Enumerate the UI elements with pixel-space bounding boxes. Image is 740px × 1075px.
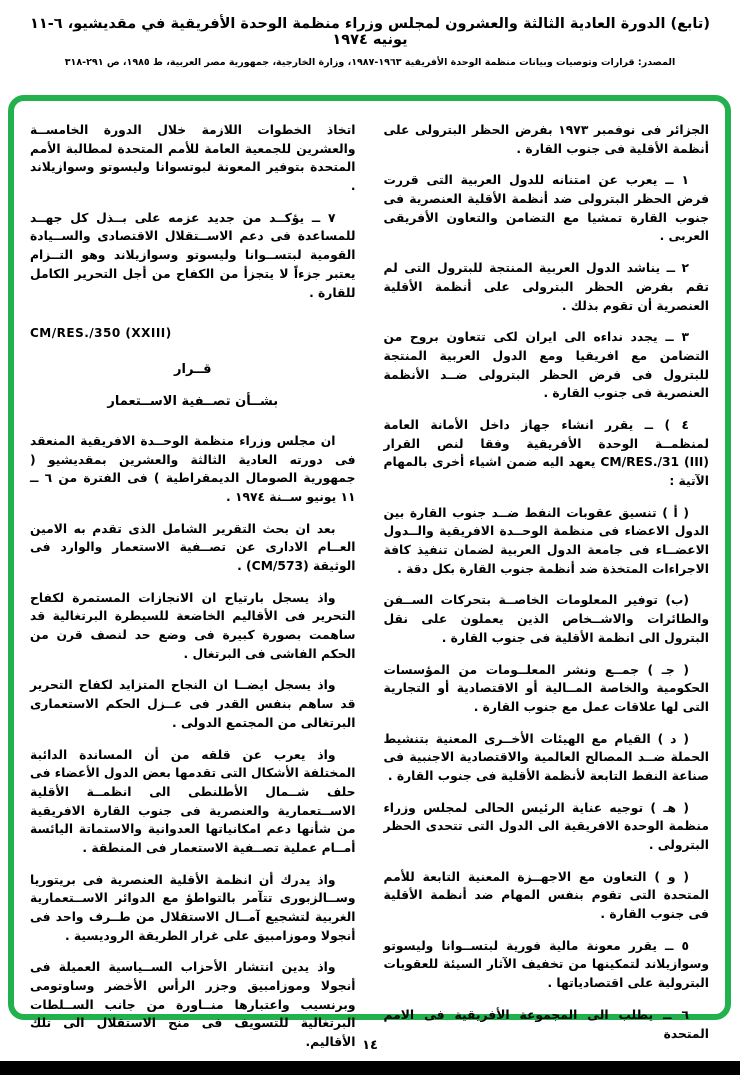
text-block: بعد ان بحث التقرير الشامل الذى تقدم به الامين العــام الادارى عن تصــفية الاستعمار والوارد فى الوثيقة ‎(CM/573)‎ . bbox=[30, 521, 356, 574]
text-block: واذ يعرب عن قلقه من أن المساندة الدائبة المختلفة الأشكال التى تقدمها بعض الدول الأعضاء فى حلف شــمال الأطلنطى الى انظمــة الأقلية الاســتعمارية والعنصرية فى جنوب القارة الافريقية من شأنها دعم امكانياتها العدوانية والاستماتة اليائسة أمــام عملية تصــفية الاستعمار فى المنطقة . bbox=[30, 747, 356, 855]
text-block: ٤ ) ــ يقرر انشاء جهاز داخل الأمانة العامة لمنظمــة الوحدة الأفريقية وفقا لنص القرار ‎CM/RES./31 (III)‎ يعهد اليه ضمن اشياء أخرى بالمهام الآتية : bbox=[383, 417, 709, 488]
column-right bbox=[383, 121, 710, 1041]
text-block: ( د ) القيام مع الهيئات الأخــرى المعنية بتنشيط الحملة ضــد المصالح العالمية والاقتصادية الاجنبية فى صناعة النفط التابعة لأنظمة الأقلية فى جنوب القارة . bbox=[383, 731, 709, 783]
text-block: واذ يدرك أن انظمة الأقلية العنصرية فى بريتوريا وســالزبورى تتآمر بالتواطؤ مع الدوائر الاســتعمارية الغربية لتشجيع آمــال الاستقلال من طــرف واحد فى أنجولا وموزامبيق على غرار الطريقة الروديسية . bbox=[30, 872, 356, 943]
scan-artifact-bar bbox=[0, 1061, 740, 1075]
text-block: ٣ ــ يجدد نداءه الى ايران لكى تتعاون بروح من التضامن مع افريقيا ومع الدول العربية المنتجة للبترول فى فرض الحظر البترولى ضــد الأنظمة العنصرية فى جنوب القارة . bbox=[383, 330, 709, 401]
text-block: بشــأن تصــفية الاســتعمار bbox=[107, 394, 279, 410]
text-block: الجزائر فى نوفمبر ١٩٧٣ بفرض الحظر البترولى على أنظمة الأقلية فى جنوب القارة . bbox=[383, 123, 709, 156]
text-block: واذ يدين انتشار الأحزاب الســياسية العميلة فى أنجولا وموزامبيق وجزر الرأس الأخضر وساوتومى وبرنسيب واعتبارها منــاورة من جانب الســلطات البرتغالية للتسويف فى منح الاستقلال الى تلك الأقاليم. bbox=[30, 960, 356, 1050]
text-block: ( و ) التعاون مع الاجهــزة المعنية التابعة للأمم المتحدة التى تقوم بنفس المهام ضد أنظمة الأقلية فى جنوب القارة . bbox=[383, 869, 709, 922]
text-block: ١ ــ يعرب عن امتنانه للدول العربية التى قررت فرض الحظر البترولى ضد أنظمة الأقلية العنصرية فى جنوب القارة تمشيا مع التضامن والتعاون الأفريقى العربى . bbox=[383, 173, 709, 244]
source-citation: المصدر: قرارات وتوصيات وبيانات منظمة الوحدة الأفريقية ١٩٦٣-١٩٨٧، وزارة الخارجية، جمهورية مصر العربية، ط ١٩٨٥، ص ٢٩١-٣١٨ bbox=[64, 57, 676, 68]
text-block: واذ يسجل ايضــا ان النجاح المتزايد لكفاح التحرير قد ساهم بنفس القدر فى عــزل الحكم الاستعمارى البرتغالى من المجتمع الدولى . bbox=[30, 678, 356, 730]
text-block: قــرار bbox=[174, 362, 212, 378]
text-block: ان مجلس وزراء منظمة الوحــدة الافريقية المنعقد فى دورته العادية الثالثة والعشرين بمقديشيو ( جمهورية الصومال الديمقراطية ) فى الفترة من ٦ ــ ١١ يونيو ســنة ١٩٧٤ . bbox=[30, 433, 356, 504]
text-block: واذ يسجل بارتياح ان الانجازات المستمرة لكفاح التحرير فى الأقاليم الخاضعة للسيطرة البرتغالية قد ساهمت بصورة كبيرة فى وضع حد لنصف قرن من الحكم الفاشى فى البرتغال . bbox=[30, 590, 356, 661]
page-header bbox=[0, 16, 740, 68]
text-block: ( أ ) تنسيق عقوبات النفط ضــد جنوب القارة بين الدول الاعضاء فى منظمة الوحــدة الافريقية والــدول الاعضــاء فى جامعة الدول العربية لضمان تنفيذ كافة الاجراءات المتخذة ضد أنظمة جنوب القارة بكل دقة . bbox=[383, 505, 709, 576]
text-block: ٢ ــ يناشد الدول العربية المنتجة للبترول التى لم تقم بفرض الحظر البترولى على أنظمة الأقلية العنصرية أن تقوم بذلك . bbox=[383, 261, 709, 313]
text-block: ( جـ ) جمــع ونشر المعلــومات من المؤسسات الحكومية والخاصة المــالية أو الاقتصادية أو التجارية التى لها علاقات عمل مع جنوب القارة . bbox=[383, 662, 709, 714]
text-block: (ب) توفير المعلومات الخاصــة بتحركات الســفن والطائرات والاشــخاص الذين يعملون على نقل البترول الى انظمة الأقلية فى جنوب القارة . bbox=[383, 593, 709, 645]
column-left bbox=[30, 121, 356, 1050]
page-number: ١٤ bbox=[362, 1038, 378, 1053]
text-block: اتخاذ الخطوات اللازمة خلال الدورة الخامســة والعشرين للجمعية العامة للأمم المتحدة لمطالبة الأمم المتحدة بتوفير المعونة لبوتسوانا وليسوتو وسوازيلاند . bbox=[30, 123, 356, 194]
text-block: ٥ ــ يقرر معونة مالية فورية لبتســوانا وليسوتو وسوازيلاند لتمكينها من تخفيف الآثار السيئة للعقوبات البترولية على اقتصادياتها . bbox=[383, 938, 709, 991]
text-block: ٦ ــ يطلب الى المجموعة الأفريقية فى الامم المتحدة bbox=[383, 1007, 709, 1041]
text-block: ( هـ ) توجيه عناية الرئيس الحالى لمجلس وزراء منظمة الوحدة الافريقية الى الدول التى تتحدى الحظر البترولى . bbox=[383, 800, 709, 852]
text-block: ٧ ــ يؤكــد من جديد عزمه على بــذل كل جهــد للمساعدة فى دعم الاســتقلال الاقتصادى والســيادة القومية لبتســوانا وليسوتو وسوازيلاند وهو التــزام يعتبر جزءاً لا يتجزأ من الكفاح من أجل التحرير الكامل للقارة . bbox=[30, 210, 356, 300]
document-title: (تابع) الدورة العادية الثالثة والعشرون لمجلس وزراء منظمة الوحدة الأفريقية في مقديشيو، ٦-١١ يونيه ١٩٧٤ bbox=[30, 16, 710, 48]
text-block: CM/RES./350 (XXIII) bbox=[30, 326, 172, 341]
